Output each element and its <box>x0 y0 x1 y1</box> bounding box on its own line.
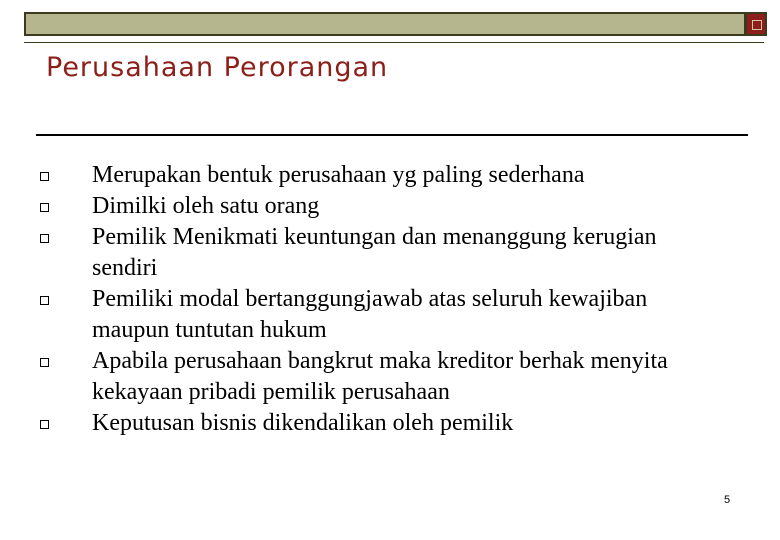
bullet-text: Pemilik Menikmati keuntungan dan menanggung kerugian sendiri <box>92 224 657 281</box>
title-divider <box>36 134 748 136</box>
bullet-text: Pemiliki modal bertanggungjawab atas seluruh kewajiban maupun tuntutan hukum <box>92 286 648 343</box>
bullet-item <box>36 160 726 191</box>
bullet-text: Apabila perusahaan bangkrut maka kreditor berhak menyita kekayaan pribadi pemilik perusahaan <box>92 348 668 405</box>
bullet-text: Keputusan bisnis dikendalikan oleh pemilik <box>92 410 514 436</box>
bullet-item <box>36 222 726 284</box>
header-band <box>24 12 746 36</box>
bullet-item <box>36 191 726 222</box>
page-number: 5 <box>724 494 731 506</box>
corner-square-icon <box>745 12 767 36</box>
bullet-item <box>36 408 726 439</box>
bullet-text: Dimilki oleh satu orang <box>92 193 320 219</box>
bullet-item <box>36 284 726 346</box>
hollow-square-icon <box>40 234 49 243</box>
hollow-square-icon <box>40 203 49 212</box>
header-underline <box>24 42 764 43</box>
hollow-square-icon <box>40 296 49 305</box>
bullet-item <box>36 346 726 408</box>
bullet-text: Merupakan bentuk perusahaan yg paling sederhana <box>92 162 585 188</box>
slide-title: Perusahaan Perorangan <box>46 52 389 83</box>
hollow-square-icon <box>40 358 49 367</box>
hollow-square-icon <box>40 172 49 181</box>
hollow-square-icon <box>40 420 49 429</box>
bullet-list <box>36 160 726 439</box>
